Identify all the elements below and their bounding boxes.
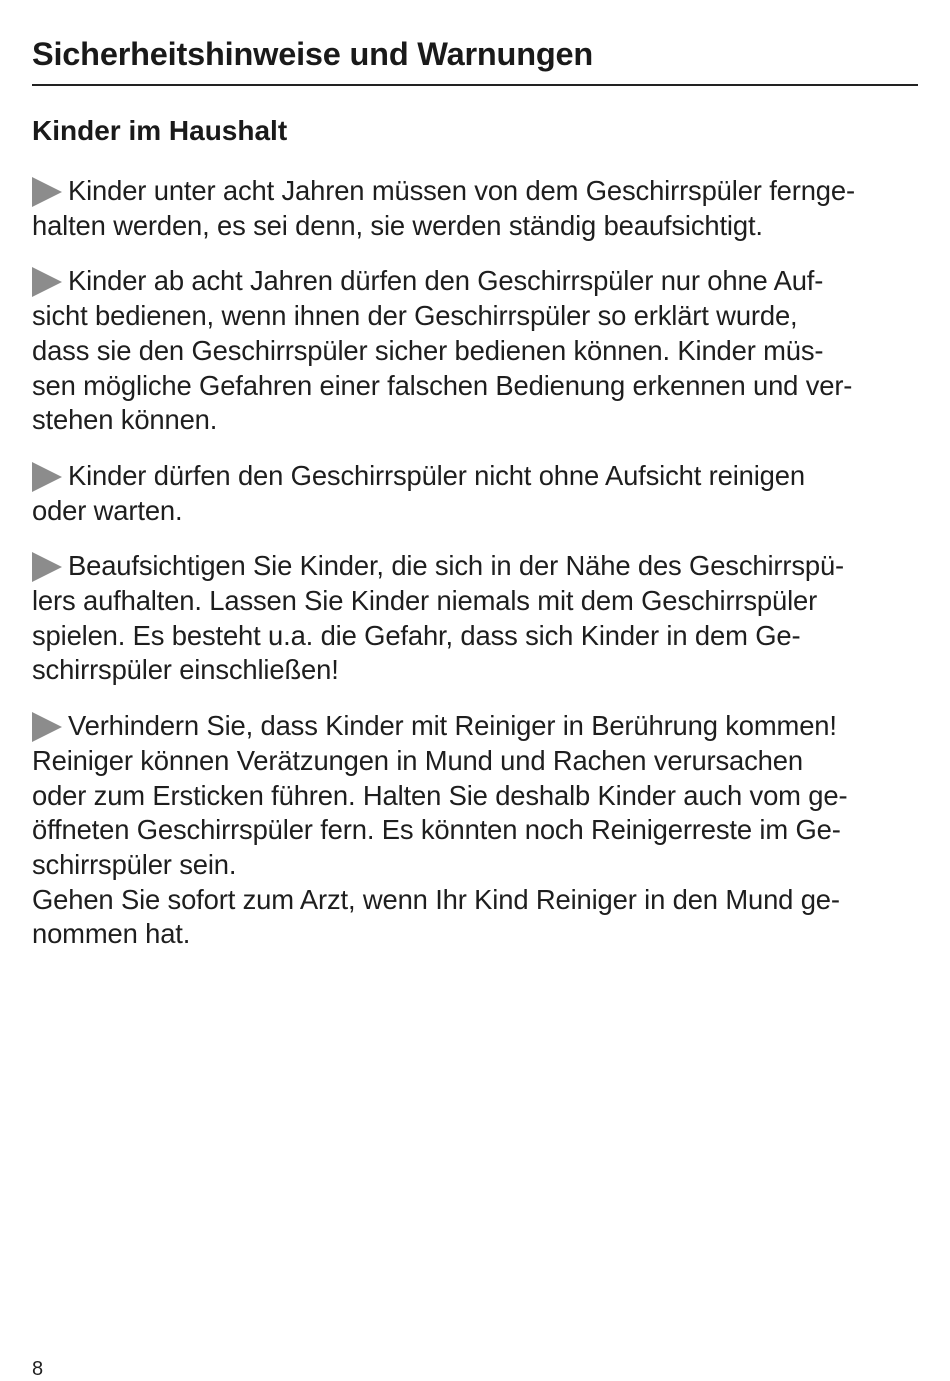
- warning-line: [32, 459, 918, 494]
- page-title: Sicherheitshinweise und Warnungen: [32, 36, 594, 72]
- section-title: Kinder im Haushalt: [32, 115, 288, 146]
- warning-item-cleaning: [32, 459, 918, 528]
- warning-line: nommen hat.: [32, 918, 191, 950]
- warning-item-supervision: [32, 549, 918, 688]
- arrow-right-icon: [32, 712, 62, 742]
- arrow-right-icon: [32, 462, 62, 492]
- warning-line: stehen können.: [32, 404, 218, 436]
- warning-line: sen mögliche Gefahren einer falschen Bedienung erkennen und ver-: [32, 369, 853, 401]
- warning-line: spielen. Es besteht u.a. die Gefahr, dass sich Kinder in dem Ge-: [32, 619, 801, 651]
- warning-item-children-under-eight: [32, 174, 918, 243]
- warning-text: Kinder unter acht Jahren müssen von dem Geschirrspüler fernge-: [68, 175, 855, 206]
- warning-line: [32, 174, 918, 209]
- page-number: 8: [32, 1358, 44, 1380]
- warning-item-detergent: [32, 709, 918, 952]
- warning-list: [32, 174, 918, 973]
- warning-line: [32, 549, 918, 584]
- warning-line: öffneten Geschirrspüler fern. Es könnten noch Reinigerreste im Ge-: [32, 814, 841, 846]
- warning-line: oder zum Ersticken führen. Halten Sie deshalb Kinder auch vom ge-: [32, 779, 848, 811]
- arrow-right-icon: [32, 552, 62, 582]
- warning-text: Beaufsichtigen Sie Kinder, die sich in der Nähe des Geschirrspü-: [68, 550, 845, 582]
- warning-line: [32, 264, 918, 299]
- warning-text: Kinder dürfen den Geschirrspüler nicht ohne Aufsicht reinigen: [68, 459, 805, 491]
- warning-line: schirrspüler einschließen!: [32, 654, 339, 686]
- warning-line: [32, 709, 918, 744]
- title-divider: [32, 84, 918, 86]
- arrow-right-icon: [32, 267, 62, 297]
- warning-line: oder warten.: [32, 494, 183, 526]
- warning-item-children-over-eight: [32, 264, 918, 438]
- warning-line: dass sie den Geschirrspüler sicher bedienen können. Kinder müs-: [32, 334, 824, 366]
- warning-line: schirrspüler sein.: [32, 848, 237, 880]
- warning-text: Verhindern Sie, dass Kinder mit Reiniger in Berührung kommen!: [68, 710, 837, 742]
- warning-line: halten werden, es sei denn, sie werden ständig beaufsichtigt.: [32, 209, 763, 241]
- warning-line: sicht bedienen, wenn ihnen der Geschirrspüler so erklärt wurde,: [32, 300, 798, 332]
- warning-text: Kinder ab acht Jahren dürfen den Geschirrspüler nur ohne Auf-: [68, 265, 824, 297]
- arrow-right-icon: [32, 177, 62, 207]
- warning-line: lers aufhalten. Lassen Sie Kinder niemals mit dem Geschirrspüler: [32, 585, 818, 617]
- warning-line: Gehen Sie sofort zum Arzt, wenn Ihr Kind Reiniger in den Mund ge-: [32, 883, 840, 915]
- warning-line: Reiniger können Verätzungen in Mund und Rachen verursachen: [32, 744, 803, 776]
